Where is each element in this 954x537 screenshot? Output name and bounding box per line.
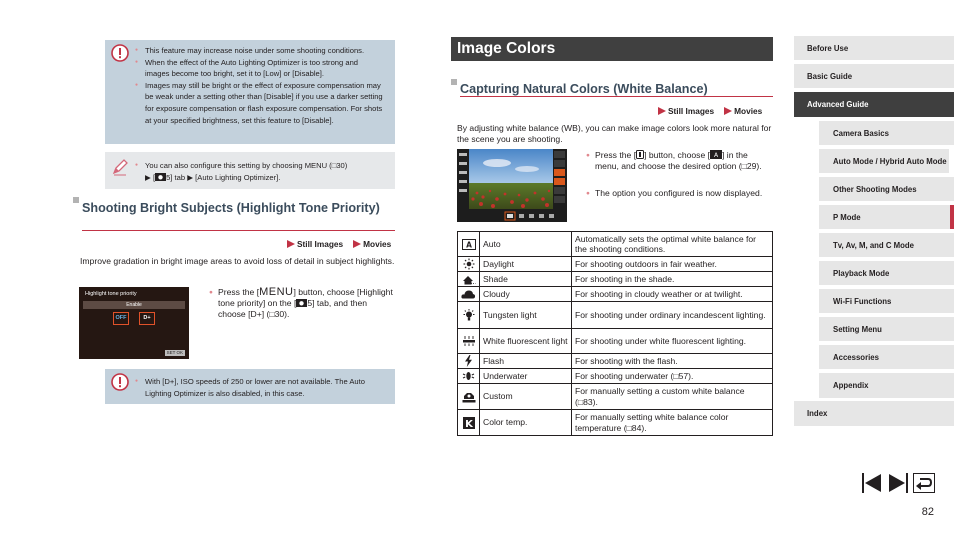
- caution-item: ● When the effect of the Auto Lighting Optimizer is too strong and images become too bright, set it to [Low] or [Disable].: [135, 57, 383, 80]
- caution-box-bottom: [105, 369, 395, 404]
- color-temp-icon: [463, 417, 475, 429]
- auto-wb-icon: [462, 239, 476, 250]
- wb-desc: For shooting in cloudy weather or at twilight.: [572, 287, 773, 302]
- nav-advanced-guide[interactable]: Advanced Guide: [794, 92, 954, 117]
- table-row: [458, 287, 773, 302]
- book-ref-icon: □: [331, 161, 337, 170]
- table-row: [458, 354, 773, 369]
- set-ok-label: SET OK: [166, 350, 183, 355]
- wb-name: Underwater: [480, 369, 572, 384]
- wb-desc: Automatically sets the optimal white balance for the shooting conditions.: [572, 232, 773, 257]
- book-ref-icon: □: [673, 370, 679, 381]
- wb-desc: For shooting outdoors in fair weather.: [572, 257, 773, 272]
- nav-before-use[interactable]: Before Use: [794, 36, 954, 60]
- nav-appendix[interactable]: Appendix: [819, 373, 954, 398]
- camera-tab-icon: [155, 173, 166, 181]
- still-images-marker-icon: [658, 107, 666, 115]
- table-row: [458, 257, 773, 272]
- camera-screen-highlight-tone: [79, 287, 189, 359]
- wb-desc: For shooting underwater (□57).: [572, 369, 773, 384]
- caution-item: ● With [D+], ISO speeds of 250 or lower are not available. The Auto Lighting Optimizer is also disabled, in this case.: [135, 376, 383, 399]
- wb-name: Color temp.: [480, 410, 572, 436]
- landscape-preview-image: [457, 149, 567, 222]
- mode-tags: Still Images Movies: [652, 106, 762, 116]
- next-page-icon[interactable]: [887, 473, 909, 493]
- caution-item: ● This feature may increase noise under some shooting conditions.: [135, 45, 383, 57]
- wb-name: Daylight: [480, 257, 572, 272]
- page-number: 82: [921, 506, 934, 518]
- tungsten-icon: [463, 309, 475, 322]
- wb-name: Flash: [480, 354, 572, 369]
- white-balance-table: [457, 231, 773, 436]
- cloudy-icon: [461, 289, 476, 299]
- daylight-icon: [463, 258, 475, 270]
- awb-icon: [710, 150, 722, 159]
- caution-icon: [111, 373, 129, 391]
- nav-auto-mode[interactable]: Auto Mode / Hybrid Auto Mode: [819, 149, 949, 173]
- previous-page-icon[interactable]: [861, 473, 883, 493]
- table-row: [458, 410, 773, 436]
- wb-desc: For shooting under white fluorescent lighting.: [572, 329, 773, 354]
- wb-desc: For shooting with the flash.: [572, 354, 773, 369]
- shade-icon: [462, 274, 476, 285]
- table-row: [458, 272, 773, 287]
- section-title-white-balance: Capturing Natural Colors (White Balance): [460, 82, 708, 96]
- page-navigation: [861, 472, 935, 494]
- nav-setting-menu[interactable]: Setting Menu: [819, 317, 954, 341]
- fluorescent-icon: [462, 335, 476, 347]
- section-rule: [460, 96, 773, 97]
- note-item: ● You can also configure this setting by choosing MENU (□30) ▶ [ 5] tab ▶ [Auto Lighting Optimizer].: [135, 160, 385, 183]
- table-row: [458, 232, 773, 257]
- nav-playback-mode[interactable]: Playback Mode: [819, 261, 954, 285]
- wb-desc: For shooting in the shade.: [572, 272, 773, 287]
- return-icon[interactable]: [913, 473, 935, 493]
- wb-name: Auto: [480, 232, 572, 257]
- table-row: [458, 329, 773, 354]
- still-images-marker-icon: [287, 240, 295, 248]
- nav-wifi-functions[interactable]: Wi-Fi Functions: [819, 289, 954, 313]
- table-row: [458, 384, 773, 410]
- section-title-highlight-tone: Shooting Bright Subjects (Highlight Tone Priority): [82, 201, 380, 215]
- menu-button-label: MENU: [259, 286, 294, 298]
- section-marker: [451, 79, 457, 85]
- wb-name: Shade: [480, 272, 572, 287]
- custom-wb-icon: [462, 391, 476, 403]
- nav-camera-basics[interactable]: Camera Basics: [819, 121, 954, 145]
- svg-text:A: A: [465, 240, 472, 250]
- movies-marker-icon: [724, 107, 732, 115]
- wb-desc: For manually setting a custom white balance (□83).: [572, 384, 773, 410]
- screen-option-bar: Enable: [83, 301, 185, 309]
- svg-text:K: K: [464, 418, 473, 429]
- underwater-icon: [462, 370, 475, 382]
- note-box: [105, 152, 395, 189]
- section-marker: [73, 197, 79, 203]
- wb-name: Cloudy: [480, 287, 572, 302]
- caution-box-top: [105, 40, 395, 144]
- camera-screen-white-balance: [457, 149, 567, 222]
- func-set-button-icon: [636, 150, 644, 159]
- option-off[interactable]: OFF: [113, 312, 129, 325]
- table-row: [458, 369, 773, 384]
- caution-item: ● Images may still be bright or the effect of exposure compensation may be weak under a setting other than [Disable] if you use a darker setting for exposure compensation or flash exposure compensation. For shots at your specified brightness, set this feature to [Disable].: [135, 80, 383, 126]
- screen-title: Highlight tone priority: [85, 291, 137, 297]
- flash-icon: [464, 355, 473, 367]
- wb-name: Custom: [480, 384, 572, 410]
- nav-accessories[interactable]: Accessories: [819, 345, 954, 369]
- wb-name: White fluorescent light: [480, 329, 572, 354]
- section-intro: By adjusting white balance (WB), you can make image colors look more natural for the scene you are shooting.: [457, 123, 772, 144]
- svg-text:A: A: [713, 152, 719, 159]
- section-rule: [82, 230, 395, 231]
- option-d-plus[interactable]: D+: [139, 312, 155, 325]
- page-title: Image Colors: [451, 37, 773, 61]
- section-intro: Improve gradation in bright image areas to avoid loss of detail in subject highlights.: [80, 256, 395, 266]
- step-white-balance-1: ● Press the [ ] button, choose [ A ] in the menu, and choose the desired option (□29).: [586, 150, 773, 172]
- table-row: [458, 302, 773, 329]
- wb-desc: For manually setting white balance color temperature (□84).: [572, 410, 773, 436]
- book-ref-icon: □: [577, 396, 584, 407]
- pencil-icon: [111, 157, 129, 177]
- camera-tab-icon: [296, 299, 307, 307]
- movies-marker-icon: [353, 240, 361, 248]
- book-ref-icon: □: [626, 422, 632, 433]
- mode-tags: Still Images Movies: [281, 239, 391, 249]
- nav-p-mode[interactable]: P Mode: [819, 205, 954, 229]
- caution-icon: [111, 44, 129, 62]
- nav-basic-guide[interactable]: Basic Guide: [794, 64, 954, 88]
- step-highlight-tone: ● Press the [MENU] button, choose [Highlight tone priority] on the [ 5] tab, and then choose [D+] (□30).: [209, 287, 394, 320]
- wb-name: Tungsten light: [480, 302, 572, 329]
- nav-other-shooting-modes[interactable]: Other Shooting Modes: [819, 177, 954, 201]
- nav-index[interactable]: Index: [794, 401, 954, 426]
- book-ref-icon: □: [269, 309, 275, 319]
- nav-tv-av-m-c-mode[interactable]: Tv, Av, M, and C Mode: [819, 233, 954, 257]
- wb-desc: For shooting under ordinary incandescent lighting.: [572, 302, 773, 329]
- step-white-balance-2: ● The option you configured is now displayed.: [586, 188, 773, 199]
- book-ref-icon: □: [741, 161, 747, 171]
